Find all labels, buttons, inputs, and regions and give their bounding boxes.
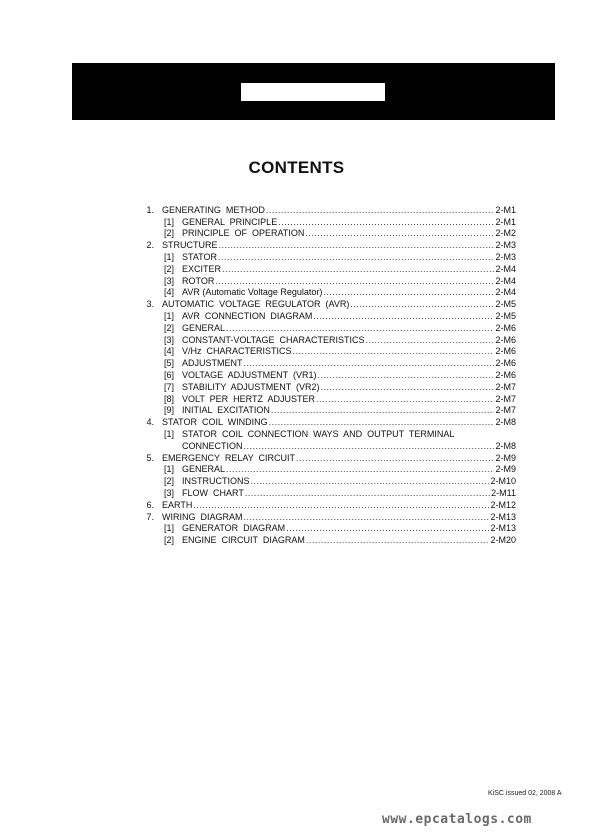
toc-entry-number: [2] (164, 263, 175, 274)
toc-leader-dots (219, 240, 495, 251)
toc-entry-title: V/Hz CHARACTERISTICS (182, 346, 292, 357)
toc-entry-number: 3. (146, 299, 154, 310)
toc-entry-page: 2-M12 (490, 499, 516, 510)
toc-entry-title: AVR CONNECTION DIAGRAM (182, 310, 313, 321)
toc-entry (138, 405, 516, 417)
toc-entry-number: 5. (146, 452, 154, 463)
toc-entry-title: STRUCTURE (162, 240, 218, 251)
toc-entry-page: 2-M6 (495, 334, 516, 345)
toc-entry-title: EMERGENCY RELAY CIRCUIT (162, 452, 296, 463)
toc-entry (138, 298, 516, 310)
toc-entry-number: [8] (164, 393, 175, 404)
toc-entry (138, 322, 516, 334)
toc-entry-page: 2-M11 (491, 487, 516, 498)
toc-leader-dots (286, 523, 489, 534)
toc-entry (138, 416, 516, 428)
toc-leader-dots (306, 535, 490, 546)
toc-entry-number: [1] (164, 251, 175, 262)
toc-entry-number: [1] (164, 310, 175, 321)
toc-entry-number: [1] (164, 523, 175, 534)
toc-entry-page: 2-M5 (495, 299, 516, 310)
toc-entry-title: AUTOMATIC VOLTAGE REGULATOR (AVR) (162, 299, 350, 310)
toc-leader-dots (226, 464, 494, 475)
toc-entry-page: 2-M4 (495, 275, 516, 286)
table-of-contents (138, 204, 516, 546)
toc-entry-page: 2-M6 (495, 369, 516, 380)
toc-entry-number: [3] (164, 275, 175, 286)
toc-entry-title: GENERATOR DIAGRAM (182, 523, 286, 534)
toc-entry-title: GENERATING METHOD (162, 204, 265, 215)
toc-entry-page: 2-M6 (495, 322, 516, 333)
toc-leader-dots (293, 346, 495, 357)
toc-entry-title: INITIAL EXCITATION (182, 405, 270, 416)
toc-entry (138, 499, 516, 511)
toc-entry-number: 7. (146, 511, 154, 522)
toc-entry-number: [4] (164, 287, 175, 298)
toc-leader-dots (278, 217, 494, 228)
toc-entry-title: GENERAL PRINCIPLE (182, 216, 278, 227)
toc-entry-page: 2-M3 (495, 251, 516, 262)
toc-entry (138, 440, 516, 452)
toc-entry-page: 2-M13 (490, 523, 516, 534)
toc-entry-page: 2-M20 (490, 535, 516, 546)
toc-entry-page: 2-M7 (495, 393, 516, 404)
toc-entry (138, 275, 516, 287)
toc-leader-dots (215, 276, 494, 287)
toc-entry (138, 487, 516, 499)
toc-entry-number: 4. (146, 417, 154, 428)
page-title: CONTENTS (248, 158, 345, 177)
header-label-box (241, 83, 385, 101)
toc-entry-number: [1] (164, 464, 175, 475)
toc-leader-dots (218, 252, 494, 263)
toc-entry-number: 2. (146, 240, 154, 251)
toc-entry-number: [5] (164, 358, 175, 369)
toc-entry-number: [2] (164, 476, 175, 487)
toc-entry-page: 2-M13 (490, 511, 516, 522)
toc-leader-dots (350, 299, 494, 310)
toc-leader-dots (271, 405, 495, 416)
toc-entry-number: [6] (164, 369, 175, 380)
toc-leader-dots (226, 323, 494, 334)
toc-entry-page: 2-M3 (495, 240, 516, 251)
toc-leader-dots (244, 441, 495, 452)
toc-entry-page: 2-M10 (490, 476, 516, 487)
toc-entry-number: [2] (164, 228, 175, 239)
toc-leader-dots (244, 358, 495, 369)
toc-entry (138, 534, 516, 546)
toc-leader-dots (321, 382, 495, 393)
toc-entry-title: STATOR (182, 251, 218, 262)
toc-entry-title: VOLTAGE ADJUSTMENT (VR1) (182, 369, 317, 380)
toc-entry-page: 2-M7 (495, 405, 516, 416)
toc-entry (138, 310, 516, 322)
toc-leader-dots (266, 205, 495, 216)
toc-entry-number: [4] (164, 346, 175, 357)
toc-entry-page: 2-M6 (495, 346, 516, 357)
toc-entry-title: STABILITY ADJUSTMENT (VR2) (182, 381, 320, 392)
toc-leader-dots (316, 394, 494, 405)
toc-entry-title: ROTOR (182, 275, 215, 286)
toc-leader-dots (245, 488, 490, 499)
toc-entry-title: FLOW CHART (182, 487, 244, 498)
toc-entry (138, 511, 516, 523)
toc-entry (138, 334, 516, 346)
toc-entry-number: 6. (146, 499, 154, 510)
toc-entry-title: GENERAL (182, 464, 226, 475)
toc-entry-page: 2-M4 (495, 287, 516, 298)
toc-leader-dots (244, 512, 490, 523)
watermark-text: www.epcatalogs.com (382, 812, 532, 827)
toc-entry-title: WIRING DIAGRAM (162, 511, 243, 522)
toc-entry-number: [9] (164, 405, 175, 416)
toc-entry-title: STATOR COIL WINDING (162, 417, 268, 428)
toc-leader-dots (366, 335, 495, 346)
toc-entry (138, 263, 516, 275)
toc-entry (138, 251, 516, 263)
toc-entry-page: 2-M7 (495, 381, 516, 392)
issue-footer: KiSC issued 02, 2008 A (488, 790, 562, 797)
toc-leader-dots (323, 287, 494, 298)
toc-entry-page: 2-M6 (495, 358, 516, 369)
toc-entry (138, 346, 516, 358)
toc-entry-title: PRINCIPLE OF OPERATION (182, 228, 305, 239)
toc-entry (138, 464, 516, 476)
toc-entry (138, 381, 516, 393)
toc-entry-title: AVR (Automatic Voltage Regulator) (182, 287, 323, 298)
toc-leader-dots (296, 453, 494, 464)
toc-entry-title: CONSTANT-VOLTAGE CHARACTERISTICS (182, 334, 365, 345)
toc-entry-title: INSTRUCTIONS (182, 476, 250, 487)
toc-entry (138, 428, 516, 440)
toc-entry (138, 287, 516, 299)
toc-entry-title: CONNECTION (182, 440, 243, 451)
toc-entry-number: 1. (146, 204, 154, 215)
toc-entry-title: EARTH (162, 499, 193, 510)
toc-entry-page: 2-M5 (495, 310, 516, 321)
header-band (72, 63, 555, 120)
toc-entry-page: 2-M2 (495, 228, 516, 239)
toc-leader-dots (318, 370, 495, 381)
toc-entry (138, 452, 516, 464)
toc-entry-number: [2] (164, 535, 175, 546)
toc-leader-dots (305, 228, 494, 239)
toc-entry (138, 393, 516, 405)
toc-entry (138, 228, 516, 240)
toc-entry-page: 2-M9 (495, 464, 516, 475)
toc-entry-page: 2-M1 (495, 204, 516, 215)
toc-leader-dots (269, 417, 495, 428)
toc-entry-number: [7] (164, 381, 175, 392)
toc-leader-dots (313, 311, 494, 322)
toc-entry-page: 2-M9 (495, 452, 516, 463)
toc-entry-number: [3] (164, 334, 175, 345)
toc-entry (138, 216, 516, 228)
toc-entry-title: GENERAL (182, 322, 226, 333)
toc-entry-title: VOLT PER HERTZ ADJUSTER (182, 393, 316, 404)
toc-leader-dots (222, 264, 494, 275)
toc-entry-title: EXCITER (182, 263, 222, 274)
toc-entry-title: STATOR COIL CONNECTION WAYS AND OUTPUT TERMINAL (182, 428, 455, 439)
toc-entry-number: [1] (164, 216, 175, 227)
toc-entry-number: [1] (164, 428, 175, 439)
toc-entry (138, 239, 516, 251)
toc-entry-title: ADJUSTMENT (182, 358, 243, 369)
toc-entry (138, 204, 516, 216)
toc-entry (138, 369, 516, 381)
toc-entry-number: [2] (164, 322, 175, 333)
toc-entry-page: 2-M8 (495, 417, 516, 428)
toc-entry-number: [3] (164, 487, 175, 498)
toc-entry-title: ENGINE CIRCUIT DIAGRAM (182, 535, 305, 546)
toc-leader-dots (193, 500, 489, 511)
toc-entry-page: 2-M8 (495, 440, 516, 451)
toc-entry (138, 357, 516, 369)
toc-entry (138, 523, 516, 535)
toc-entry-page: 2-M1 (495, 216, 516, 227)
toc-entry-page: 2-M4 (495, 263, 516, 274)
toc-leader-dots (251, 476, 490, 487)
toc-entry (138, 475, 516, 487)
